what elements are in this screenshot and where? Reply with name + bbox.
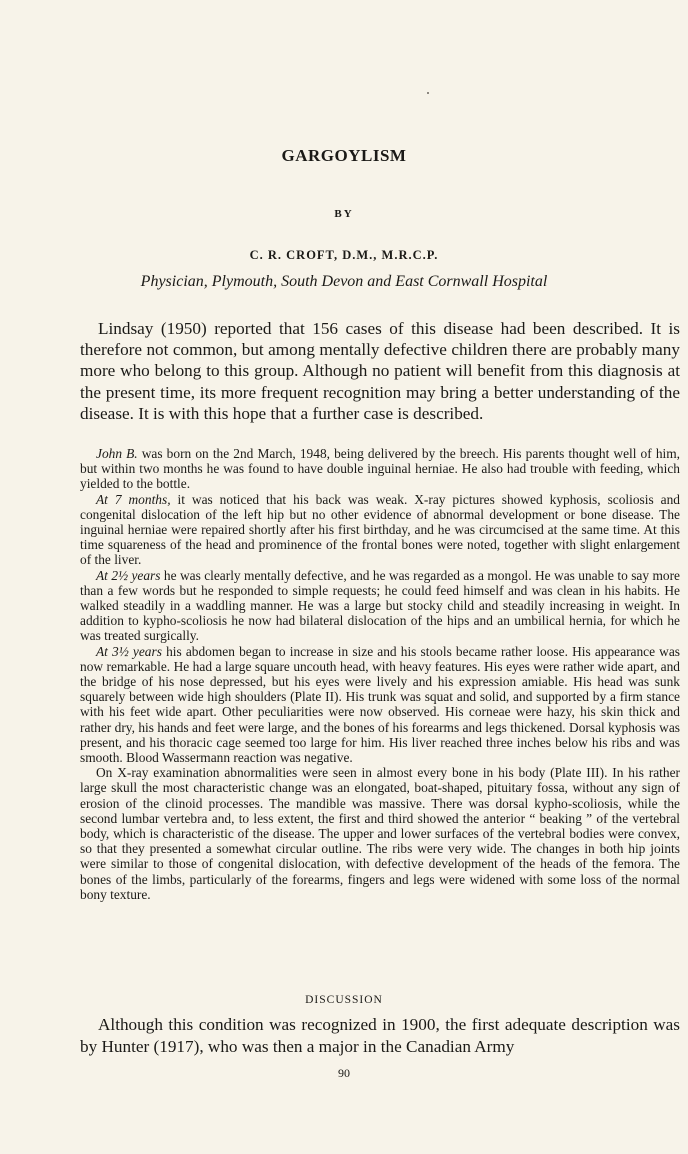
case-paragraph-birth [80, 446, 680, 492]
case-paragraph-7-months [80, 492, 680, 568]
case-lead: John B. [96, 446, 138, 461]
discussion-heading: DISCUSSION [305, 994, 383, 1006]
case-lead: At 2½ years [96, 567, 161, 583]
page-number: 90 [338, 1066, 350, 1080]
article-title: GARGOYLISM [281, 146, 407, 165]
intro-paragraph: Lindsay (1950) reported that 156 cases of this disease had been described. It is therefore not common, but among mentally defective children there are probably many more who belong to this group. Although no patient will benefit from this diagnosis at the present time, its more frequent recognition may bring a better understanding of the disease. It is with this hope that a further case is described. [80, 319, 680, 423]
case-text: he was clearly mentally defective, and he was regarded as a mongol. He was unable to say more than a few words but he responded to simple requests; he could feed himself and was clean in his habits. He walked steadily in a waddling manner. He was a large but stocky child and steadily increasing in weight. In addition to kypho-scoliosis he now had bilateral dislocation of the hips and an umbilical hernia, for which he was treated surgically. [80, 567, 680, 644]
case-report [80, 446, 680, 902]
case-text: it was noticed that his back was weak. X-ray pictures showed kyphosis, scoliosis and congenital dislocation of the left hip but no other evidence of abnormal development or bone disease. The inguinal herniae were repaired shortly after his first birthday, and he was circumcised at the same time. At this time squareness of the head and prominence of the frontal bones were noted, together with slight enlargement of the liver. [80, 491, 680, 568]
print-speck [427, 92, 429, 94]
discussion-paragraph: Although this condition was recognized in 1900, the first adequate description was by Hunter (1917), who was then a major in the Canadian Army [80, 1015, 680, 1056]
case-lead: At 7 months, [96, 491, 171, 507]
byline-label: BY [334, 208, 354, 220]
case-paragraph-3-half-years [80, 644, 680, 766]
author-affiliation: Physician, Plymouth, South Devon and East Cornwall Hospital [140, 273, 548, 290]
case-paragraph-xray: On X-ray examination abnormalities were seen in almost every bone in his body (Plate III). In his rather large skull the most characteristic change was an elongated, boat-shaped, pituitary fossa, without any sign of erosion of the clinoid processes. The mandible was massive. There was dorsal kypho-scoliosis, while the second lumbar vertebra and, to less extent, the first and third showed the anterior “ beaking ” of the vertebral body, which is characteristic of the disease. The upper and lower surfaces of the vertebral bodies were convex, so that they presented a somewhat circular outline. The ribs were very wide. The changes in both hip joints were similar to those of congenital dislocation, with defective development of the heads of the femora. The bones of the limbs, particularly of the forearms, fingers and legs were widened with some loss of the normal bony texture. [80, 765, 680, 902]
case-text: his abdomen began to increase in size and his stools became rather loose. His appearance was now remarkable. He had a large square uncouth head, with heavy features. His eyes were rather wide apart, and the bridge of his nose depressed, but his eyes were lively and his expression amiable. His head was sunk squarely between wide high shoulders (Plate II). His trunk was squat and solid, and supported by a firm stance with his feet wide apart. Other peculiarities were now observed. His corneae were hazy, his skin thick and rather dry, his hands and feet were large, and the bones of his forearms and legs thickened. Dorsal kyphosis was present, and his thoracic cage seemed too large for him. His liver reached three inches below his ribs and was smooth. Blood Wassermann reaction was negative. [80, 643, 680, 766]
case-lead: At 3½ years [96, 643, 162, 659]
author-name: C. R. CROFT, D.M., M.R.C.P. [249, 248, 439, 262]
case-paragraph-2-half-years [80, 568, 680, 644]
case-text: was born on the 2nd March, 1948, being delivered by the breech. His parents thought well of him, but within two months he was found to have double inguinal herniae. He also had trouble with feeding, which yielded to the bottle. [80, 446, 680, 492]
